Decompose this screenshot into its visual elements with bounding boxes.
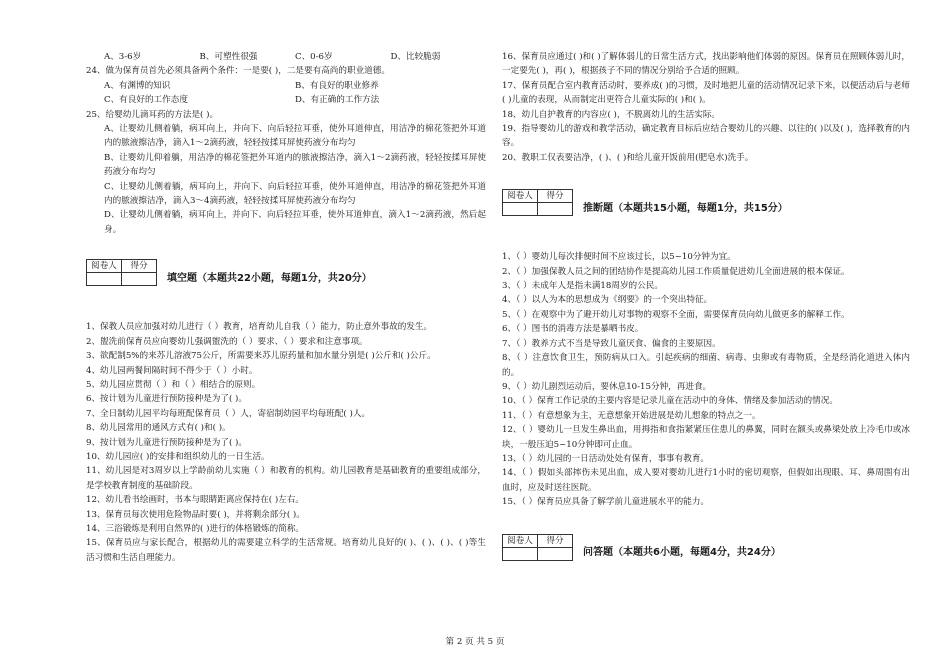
grader-label: 阅卷人 — [503, 190, 538, 203]
judge-item: 15、（ ）保育员应具备了解学前儿童进展水平的能力。 — [502, 497, 710, 508]
score-box — [502, 534, 573, 561]
judge-item: 3、（ ）未成年人是指未满18周岁的公民。 — [502, 281, 663, 292]
fill-item: 12、幼儿看书绘画时，书本与眼睛距离应保持在( )左右。 — [86, 495, 305, 506]
grader-cell[interactable] — [503, 547, 538, 560]
right-column — [502, 50, 910, 565]
score-box — [86, 259, 157, 286]
judge-item: 13、（ ）幼儿园的一日活动处处有保育，事事有教育。 — [502, 453, 710, 464]
fill-section-header — [86, 259, 486, 286]
judge-item: 8、（ ）注意饮食卫生，预防病从口入。引起疾病的细菌、病毒、虫卵或有毒物质，全是经消化道进入体内的。 — [502, 353, 910, 378]
q25-option-a: A、让婴幼儿侧着躺，病耳向上，并向下、向后轻拉耳垂，使外耳道伸直，用洁净的棉花签把外耳道内的脓液擦洁净，滴入1～2滴药液，轻轻按揉耳屏使药液分布均匀 — [104, 124, 486, 149]
fill-item: 4、幼儿园两餐间隔时间不得少于（ ）小时。 — [86, 365, 258, 376]
score-cell[interactable] — [122, 273, 157, 286]
option-d: D、比较脆弱 — [390, 52, 441, 62]
section-title: 问答题（本题共6小题，每题4分，共24分） — [583, 547, 781, 559]
judge-item: 4、（ ）以人为本的思想成为《纲要》的一个突出特征。 — [502, 295, 713, 306]
option-b: B、可塑性很强 — [199, 52, 258, 62]
judge-item: 14、（ ）假如头部摔伤未见出血，成人要对婴幼儿进行1小时的密切观察，但假如出现眼、耳、鼻周围有出血时，应及时送往医院。 — [502, 468, 910, 493]
judge-item: 9、（ ）幼儿剧烈运动后，要休息10-15分钟，再进食。 — [502, 381, 712, 392]
score-cell[interactable] — [538, 203, 573, 216]
q25-stem: 25、给婴幼儿滴耳药的方法是( )。 — [86, 109, 219, 120]
judge-item: 10、（ ）保育工作记录的主要内容是记录儿童在活动中的身体、情绪及参加活动的情况。 — [502, 396, 838, 407]
q24-options-row-1 — [86, 79, 486, 93]
fill-item: 14、三浴锻炼是利用自然界的( )进行的体格锻炼的简称。 — [86, 523, 305, 534]
grader-label: 阅卷人 — [87, 260, 122, 273]
section-title: 推断题（本题共15小题，每题1分，共15分） — [583, 202, 788, 214]
score-label: 得分 — [538, 190, 573, 203]
left-column — [86, 50, 486, 565]
section-title: 填空题（本题共22小题，每题1分，共20分） — [167, 272, 372, 284]
fill-item: 10、幼儿园应( )的安排和组织幼儿的一日生活。 — [86, 451, 270, 462]
fill-item: 17、保育员配合室内教育活动时，要养成( )的习惯，及时地把儿童的活动情况记录下来，以便活动后与老师( )儿童的表现，从而制定出更符合儿童实际的( )和( )。 — [502, 80, 910, 106]
grader-cell[interactable] — [87, 273, 122, 286]
fill-item: 9、按计划为儿童进行预防接种是为了( )。 — [86, 437, 247, 448]
fill-item: 8、幼儿园常用的通风方式有( )和( )。 — [86, 423, 231, 434]
option-a: A、有渊博的知识 — [104, 80, 171, 91]
score-cell[interactable] — [538, 547, 573, 560]
q24-options-row-2 — [86, 93, 486, 107]
fill-item: 1、保教人员应加强对幼儿进行（ ）教育，培育幼儿自我（ ）能力，防止意外事故的发生。 — [86, 322, 433, 333]
fill-item: 7、全日制幼儿园平均每班配保育员（ ）人，寄宿制幼园平均每班配( )人。 — [86, 408, 371, 419]
judge-item: 12、（ ）婴幼儿一旦发生鼻出血，用拇指和食指紧紧压住患儿的鼻翼，同时在额头或鼻梁处放上冷毛巾或冰块，一般压迫5~10分钟即可止血。 — [502, 425, 910, 450]
fill-item: 15、保育员应与家长配合，根据幼儿的需要建立科学的生活常规。培育幼儿良好的( )、( )、( )、( )等生活习惯和生活自理能力。 — [86, 538, 486, 563]
judge-section-header — [502, 189, 910, 216]
grader-label: 阅卷人 — [503, 534, 538, 547]
fill-item: 19、指导婴幼儿的游戏和教学活动，确定教育目标后应结合婴幼儿的兴趣、以往的( )以及( )，选择教育的内容。 — [502, 124, 910, 149]
option-a: A、3-6岁 — [104, 52, 142, 62]
qa-section-header — [502, 534, 910, 561]
option-c: C、0-6岁 — [295, 52, 333, 62]
fill-item: 2、盥洗前保育员应向婴幼儿强调盥洗的（ ）要求、（ ）要求和注意事项。 — [86, 336, 368, 347]
score-box — [502, 189, 573, 216]
q25-option-c: C、让婴幼儿侧着躺，病耳向上，并向下、向后轻拉耳垂，使外耳道伸直，用洁净的棉花签把外耳道内的脓液擦洁净，滴入3～4滴药液，轻轻按揉耳屏使药液分布均匀 — [104, 181, 486, 207]
judge-item: 11、（ ）有意想象为主，无意想象开始进展是幼儿想象的特点之一。 — [502, 410, 761, 421]
q24-stem: 24、做为保育员首先必须具备两个条件：一是要( )，二是要有高尚的职业道德。 — [86, 66, 390, 77]
judge-item: 5、（ ）在观察中为了避开幼儿对事物的观察不全面，需要保育员向幼儿做更多的解释工作。 — [502, 309, 850, 320]
score-label: 得分 — [122, 260, 157, 273]
fill-item: 18、幼儿自护教育的内容应( )，不脱离幼儿的生活实际。 — [502, 109, 721, 120]
option-b: B、有良好的职业修养 — [295, 80, 379, 91]
fill-item: 13、保育员每次使用危险物品时要( )，并将剩余部分( )。 — [86, 509, 305, 520]
judge-item: 1、（ ）婴幼儿每次排便时间不应该过长，以5~10分钟为宜。 — [502, 252, 736, 263]
q23-options — [86, 50, 486, 64]
fill-item: 3、欲配制5%的来苏儿溶液75公斤，所需要来苏儿原药量和加水量分别是( )公斤和( )公斤。 — [86, 351, 436, 362]
fill-item: 11、幼儿园是对3周岁以上学龄前幼儿实施（ ）和教育的机构。幼儿园教育是基础教育的重要组成部分，是学校教育制度的基础阶段。 — [86, 466, 486, 491]
q25-option-d: D、让婴幼儿侧着躺，病耳向上，并向下、向后轻拉耳垂，使外耳道伸直，滴入1～2滴药液，然后起身。 — [104, 210, 486, 235]
score-label: 得分 — [538, 534, 573, 547]
page-number: 第 2 页 共 5 页 — [445, 637, 505, 647]
judge-item: 2、（ ）加强保教人员之间的团结协作是提高幼儿园工作质量促进幼儿全面进展的根本保证。 — [502, 266, 850, 277]
fill-item: 5、幼儿园应贯彻（ ）和（ ）相结合的原则。 — [86, 379, 261, 390]
fill-item: 16、保育员应通过( )和( )了解体弱儿的日常生活方式，找出影响他们体弱的原因。保育员在照顾体弱儿时，一定要先( )，再( )，根据孩子不同的情况分别给予合适的照顾。 — [502, 52, 910, 77]
option-c: C、有良好的工作态度 — [104, 95, 188, 106]
fill-item: 20、教职工仅表要洁净，( )、( )和给儿童开饭前用(肥皂水)洗手。 — [502, 152, 754, 163]
q25-option-b: B、让婴幼儿仰着躺，用洁净的棉花签把外耳道内的脓液擦洁净，滴入1～2滴药液，轻轻按揉耳屏使药液分布均匀 — [104, 152, 486, 178]
fill-item: 6、按计划为儿童进行预防接种是为了( )。 — [86, 394, 247, 405]
judge-item: 7、（ ）教养方式不当是导致儿童厌食、偏食的主要原因。 — [502, 338, 721, 349]
judge-item: 6、（ ）图书的消毒方法是暴晒书皮。 — [502, 324, 644, 335]
grader-cell[interactable] — [503, 203, 538, 216]
option-d: D、有正确的工作方法 — [295, 95, 380, 106]
